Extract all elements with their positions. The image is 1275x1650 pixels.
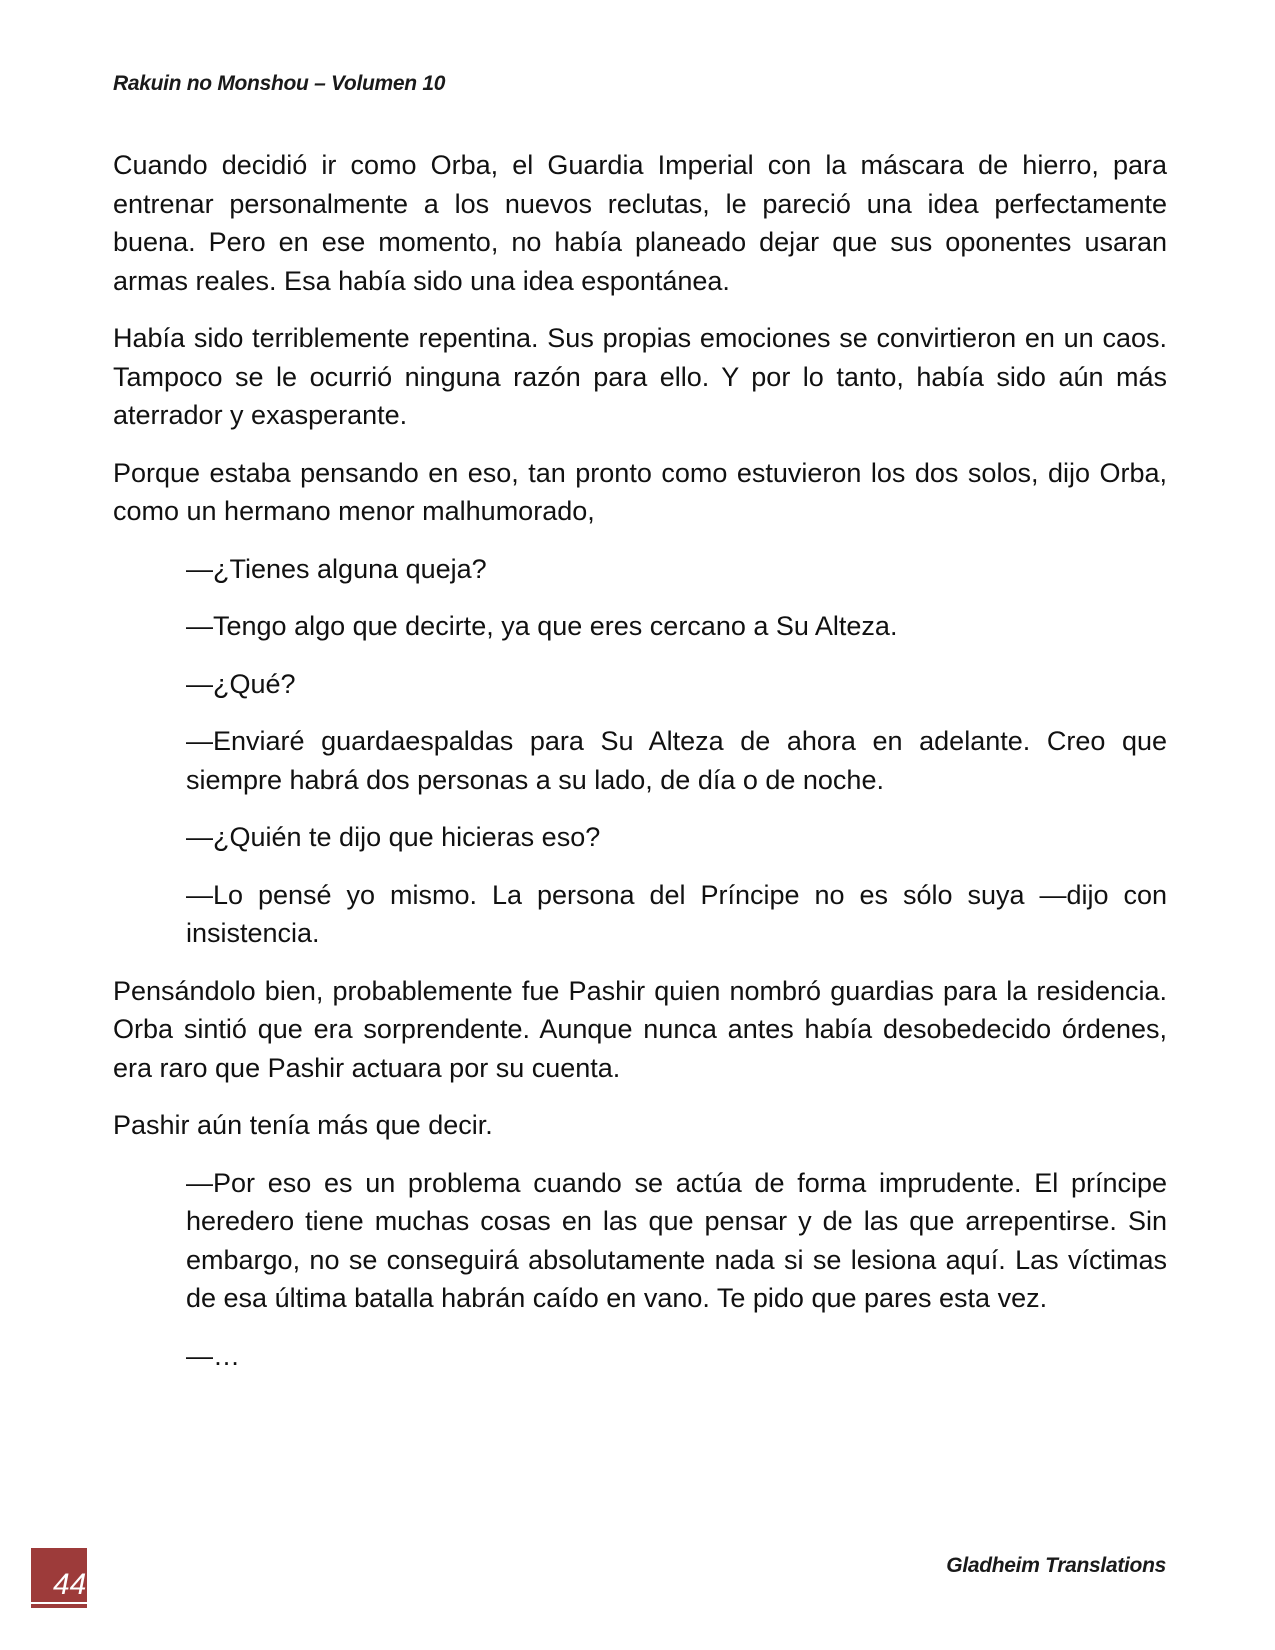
page-number: 44 bbox=[53, 1568, 87, 1601]
page-body bbox=[113, 146, 1167, 1394]
paragraph: Porque estaba pensando en eso, tan pronto como estuvieron los dos solos, dijo Orba, como un hermano menor malhumorado, bbox=[113, 457, 1167, 526]
dialogue-line: —… bbox=[186, 1340, 240, 1371]
dialogue-line: —Enviaré guardaespaldas para Su Alteza de ahora en adelante. Creo que siempre habrá dos personas a su lado, de día o de noche. bbox=[186, 726, 1167, 795]
dialogue-line: —¿Quién te dijo que hicieras eso? bbox=[186, 822, 601, 852]
dialogue-line: —Tengo algo que decirte, ya que eres cercano a Su Alteza. bbox=[186, 611, 898, 641]
page-number-box bbox=[31, 1548, 87, 1608]
running-header: Rakuin no Monshou – Volumen 10 bbox=[113, 72, 446, 95]
dialogue-line: —¿Qué? bbox=[186, 668, 296, 699]
dialogue-line: —Lo pensé yo mismo. La persona del Príncipe no es sólo suya —dijo con insistencia. bbox=[186, 879, 1167, 948]
paragraph: Había sido terriblemente repentina. Sus propias emociones se convirtieron en un caos. Tampoco se le ocurrió ninguna razón para ello. Y por lo tanto, había sido aún más aterrador y exasperante. bbox=[113, 323, 1167, 430]
paragraph: Cuando decidió ir como Orba, el Guardia Imperial con la máscara de hierro, para entrenar personalmente a los nuevos reclutas, le pareció una idea perfectamente buena. Pero en ese momento, no había planeado dejar que sus oponentes usaran armas reales. Esa había sido una idea espontánea. bbox=[113, 150, 1167, 296]
dialogue-line: —¿Tienes alguna queja? bbox=[186, 553, 487, 584]
dialogue-line: —Por eso es un problema cuando se actúa de forma imprudente. El príncipe heredero tiene muchas cosas en las que pensar y de las que arrepentirse. Sin embargo, no se conseguirá absolutamente nada si se lesiona aquí. Las víctimas de esa última batalla habrán caído en vano. Te pido que pares esta vez. bbox=[186, 1167, 1167, 1313]
translator-credit: Gladheim Translations bbox=[946, 1554, 1166, 1577]
paragraph: Pashir aún tenía más que decir. bbox=[113, 1110, 493, 1140]
paragraph: Pensándolo bien, probablemente fue Pashir quien nombró guardias para la residencia. Orba sintió que era sorprendente. Aunque nunca antes había desobedecido órdenes, era raro que Pashir actuara por su cuenta. bbox=[113, 975, 1167, 1083]
page-number-underline bbox=[31, 1602, 87, 1604]
